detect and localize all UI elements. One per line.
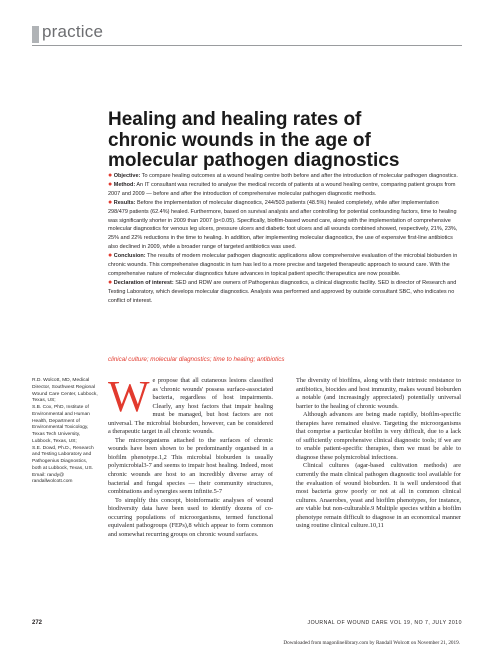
journal-footer: JOURNAL OF WOUND CARE VOL 19, NO 7, JULY 2010 bbox=[307, 620, 462, 626]
page-number: 272 bbox=[32, 620, 43, 626]
header-divider bbox=[32, 45, 462, 46]
author-affiliations bbox=[32, 378, 98, 486]
bullet-icon: ● bbox=[108, 180, 113, 188]
author-dowd: S.E. Dowd, Ph.D., Research and Testing Laboratory and Pathogenius Diagnostics, both at Lubbock, Texas, US. bbox=[32, 445, 94, 471]
article-title: Healing and healing rates of chronic wounds in the age of molecular pathogen diagnostics bbox=[108, 109, 400, 171]
bullet-icon: ● bbox=[108, 252, 113, 260]
bullet-icon: ● bbox=[108, 198, 113, 206]
section-marker bbox=[32, 26, 39, 43]
abstract-objective: ● Objective: To compare healing outcomes at a wound healing centre both before and after the introduction of molecular pathogen diagnostics. bbox=[108, 172, 458, 179]
author-email: Email: randy@ randallwolcott.com bbox=[32, 472, 73, 485]
abstract-method: ● Method: An IT consultant was recruited to analyse the medical records of patients at a wound healing centre, comparing patient groups from 2007 and 2009 — before and after the introduction of comprehensive molecular pathogen diagnostic methods. bbox=[108, 180, 456, 197]
body-column-2 bbox=[296, 377, 461, 531]
download-note: Downloaded from magonlinelibrary.com by Randall Wolcott on November 21, 2019. bbox=[283, 640, 460, 646]
body-paragraph: To simplify this concept, bioinformatic analyses of wound biodiversity data have been used to identify dozens of co-occurring populations of microorganisms, termed functional equivalent pathogroups (FEPs),8 which appear to form common and somewhat recurring groups on chronic wound surfaces. bbox=[108, 496, 273, 538]
author-wolcott: R.D. Wolcott, MD, Medical Director, Southwest Regional Wound Care Center, Lubbock, Texas, US; bbox=[32, 378, 98, 404]
section-label: practice bbox=[42, 22, 104, 41]
body-paragraph: Although advances are being made rapidly, biofilm-specific therapies have remained elusive. Targeting the microorganisms that comprise a particular biofilm is very difficult, due to a lack of sufficiently comprehensive clinical diagnostic tools; if we are to enable patient-specific therapies, then we must be able to diagnose these polymicrobial infections. bbox=[296, 411, 461, 461]
body-paragraph: The diversity of biofilms, along with their intrinsic resistance to antibiotics, biocides and host immunity, makes wound bioburden a notable (and increasingly appreciated) potentially universal barrier to the healing of chronic wounds. bbox=[296, 377, 461, 410]
abstract-results: ● Results: Before the implementation of molecular diagnostics, 244/503 patients (48.5%) healed completely, while after implementation 298/479 patients (62.4%) healed. Furthermore, based on survival analysis and after controlling for potential confounding factors, time to healing was significantly shorter in 2009 than 2007 (p<0.05). Specifically, biofilm-based wound care, along with the implementation of comprehensive molecular diagnostics for venous leg ulcers, pressure ulcers and diabetic foot ulcers and all wounds combined showed, respectively, 21%, 23%, 25% and 22% reductions in the time to healing. In addition, after implementing molecular diagnostics, the use of expensive first-line antibiotics also declined in 2009, while a broader range of targeted antibiotics was used. bbox=[108, 198, 458, 251]
bullet-icon: ● bbox=[108, 278, 113, 286]
abstract-declaration: ● Declaration of interest: SED and RDW are owners of Pathogenius diagnostics, a clinical diagnostic facility. SED is director of Research and Testing Laboratory, which develops molecular diagnostics. Analysis was performed and approved by outside consultant SBC, who indicates no conflict of interest. bbox=[108, 278, 457, 304]
drop-cap: W bbox=[108, 372, 150, 421]
body-paragraph: Clinical cultures (agar-based cultivation methods) are currently the main clinical pathogen diagnostic tool available for the evaluation of wound bioburden. It is well understood that most bacteria grow poorly or not at all in common clinical cultures. Anaerobes, yeast and biofilm phenotypes, for instance, are viable but non-culturable.9 Multiple species within a biofilm phenotype remain difficult to diagnose in an economical manner using routine clinical culture.10,11 bbox=[296, 462, 461, 530]
body-column-1 bbox=[108, 372, 273, 539]
bullet-icon: ● bbox=[108, 172, 113, 179]
abstract-conclusion: ● Conclusion: The results of modern molecular pathogen diagnostic applications allow comprehensive evaluation of the microbial bioburden in chronic wounds. This comprehensive diagnostic in turn has led to a more precise and targeted therapeutic approach to wound care. With the comprehensive nature of molecular diagnostics future advances in topical patient specific therapeutics are now possible. bbox=[108, 252, 458, 277]
author-cox: S.B. Cox, PhD, Institute of Environmental and Human Health, Department of Environmental Toxicology, Texas Tech University, Lubbock, Texas, US; bbox=[32, 405, 90, 444]
abstract bbox=[108, 172, 460, 306]
body-paragraph: e propose that all cutaneous lesions classified as 'chronic wounds' possess surface-associated bacteria, regardless of host impairments. Clearly, any host factors that impair healing must be managed, but host factors are not universal. The microbial bioburden, however, can be considered a therapeutic target in all chronic wounds. bbox=[108, 377, 273, 436]
keywords: clinical culture; molecular diagnostics; time to healing; antibiotics bbox=[108, 356, 285, 363]
body-paragraph: The microorganisms attached to the surfaces of chronic wounds have been shown to be predominantly organised in a biofilm phenotype.1,2 This microbial bioburden is usually polymicrobial3-7 and seems to impair host healing. Indeed, most chronic wounds are host to an incredibly diverse array of bacterial and fungal species — their community structures, combinations and synergies seem infinite.5-7 bbox=[108, 436, 273, 496]
